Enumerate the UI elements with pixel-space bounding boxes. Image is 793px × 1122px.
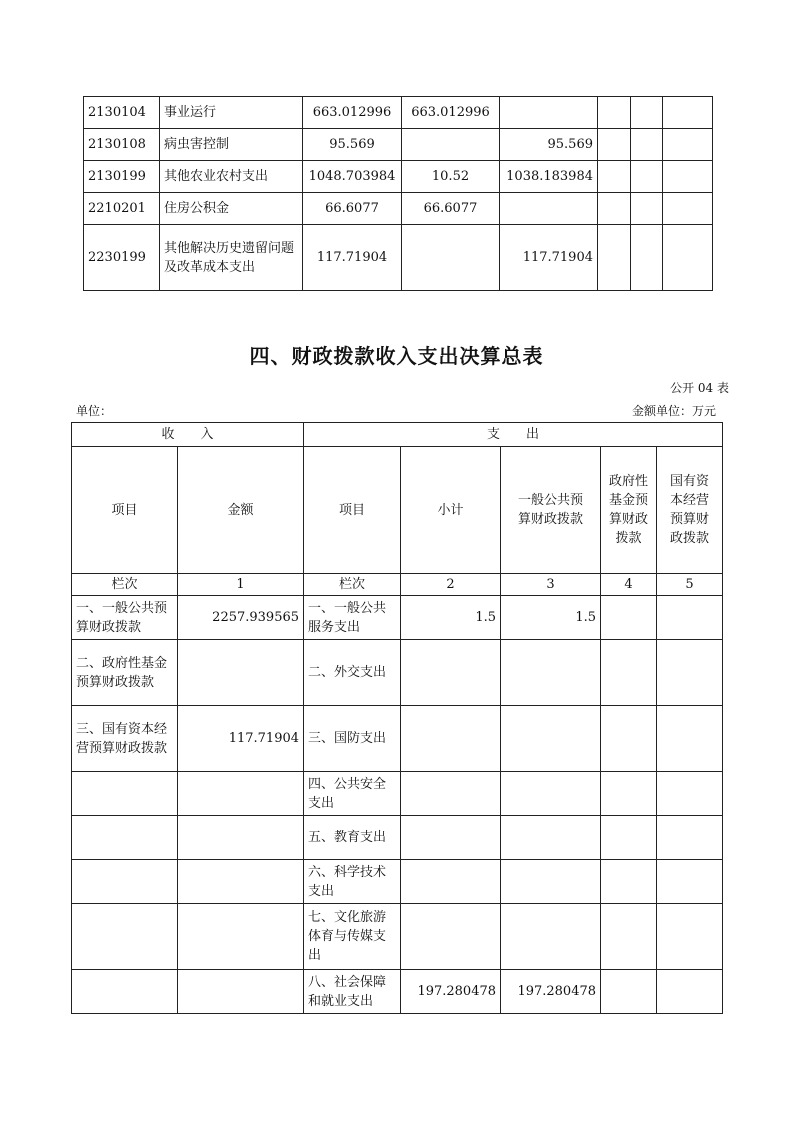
income-amount-cell xyxy=(178,860,304,904)
fiscal-summary-table xyxy=(71,422,723,1014)
amount-unit-label: 金额单位：万元 xyxy=(631,404,716,418)
table-row xyxy=(84,129,713,161)
expense-item-cell: 四、公共安全支出 xyxy=(304,772,401,816)
account-code-cell: 2230199 xyxy=(84,225,160,291)
table-row xyxy=(72,970,723,1014)
income-amount-cell xyxy=(178,816,304,860)
state-capital-cell xyxy=(657,772,723,816)
state-capital-cell xyxy=(657,640,723,706)
income-item-cell: 一、一般公共预算财政拨款 xyxy=(72,596,178,640)
account-name-cell: 病虫害控制 xyxy=(160,129,303,161)
table-row xyxy=(84,161,713,193)
amount-cell: 117.71904 xyxy=(500,225,598,291)
amount-cell: 10.52 xyxy=(402,161,500,193)
amount-cell xyxy=(663,129,713,161)
subtotal-cell xyxy=(401,772,501,816)
table-row xyxy=(72,860,723,904)
general-budget-cell xyxy=(501,904,601,970)
amount-cell: 66.6077 xyxy=(402,193,500,225)
amount-cell xyxy=(598,225,631,291)
expense-item-cell: 八、社会保障和就业支出 xyxy=(304,970,401,1014)
expense-item-cell: 六、科学技术支出 xyxy=(304,860,401,904)
general-budget-cell xyxy=(501,706,601,772)
table-row xyxy=(84,97,713,129)
seq-cell: 5 xyxy=(657,574,723,596)
amount-cell xyxy=(631,225,663,291)
income-amount-cell: 2257.939565 xyxy=(178,596,304,640)
col-header-income-amount: 金额 xyxy=(178,447,304,574)
account-name-cell: 其他解决历史遗留问题及改革成本支出 xyxy=(160,225,303,291)
income-amount-cell xyxy=(178,772,304,816)
expense-header: 支 出 xyxy=(304,423,723,447)
amount-cell: 663.012996 xyxy=(303,97,402,129)
col-header-subtotal: 小计 xyxy=(401,447,501,574)
account-code-cell: 2130104 xyxy=(84,97,160,129)
col-header-gov-fund: 政府性基金预算财政拨款 xyxy=(601,447,657,574)
expense-item-cell: 五、教育支出 xyxy=(304,816,401,860)
income-amount-cell xyxy=(178,904,304,970)
income-item-cell xyxy=(72,904,178,970)
col-header-income-item: 项目 xyxy=(72,447,178,574)
income-amount-cell xyxy=(178,640,304,706)
account-code-cell: 2210201 xyxy=(84,193,160,225)
expense-item-cell: 二、外交支出 xyxy=(304,640,401,706)
amount-cell xyxy=(402,129,500,161)
col-header-expense-item: 项目 xyxy=(304,447,401,574)
income-item-cell: 二、政府性基金预算财政拨款 xyxy=(72,640,178,706)
general-budget-cell xyxy=(501,860,601,904)
seq-cell: 3 xyxy=(501,574,601,596)
amount-cell xyxy=(631,129,663,161)
gov-fund-cell xyxy=(601,816,657,860)
table-row xyxy=(72,640,723,706)
table-row xyxy=(72,772,723,816)
gov-fund-cell xyxy=(601,860,657,904)
seq-cell: 栏次 xyxy=(304,574,401,596)
amount-cell: 1048.703984 xyxy=(303,161,402,193)
top-expense-table xyxy=(83,96,713,291)
income-header: 收 入 xyxy=(72,423,304,447)
subtotal-cell xyxy=(401,706,501,772)
gov-fund-cell xyxy=(601,772,657,816)
subtotal-cell xyxy=(401,860,501,904)
state-capital-cell xyxy=(657,706,723,772)
gov-fund-cell xyxy=(601,640,657,706)
expense-item-cell: 三、国防支出 xyxy=(304,706,401,772)
amount-cell xyxy=(631,97,663,129)
amount-cell xyxy=(598,129,631,161)
amount-cell xyxy=(631,161,663,193)
income-amount-cell xyxy=(178,970,304,1014)
general-budget-cell: 1.5 xyxy=(501,596,601,640)
expense-item-cell: 一、一般公共服务支出 xyxy=(304,596,401,640)
income-item-cell xyxy=(72,816,178,860)
table-row xyxy=(72,596,723,640)
account-code-cell: 2130199 xyxy=(84,161,160,193)
gov-fund-cell xyxy=(601,904,657,970)
table-row xyxy=(72,706,723,772)
amount-cell xyxy=(663,193,713,225)
col-header-state-capital: 国有资本经营预算财政拨款 xyxy=(657,447,723,574)
amount-cell: 95.569 xyxy=(500,129,598,161)
gov-fund-cell xyxy=(601,970,657,1014)
income-amount-cell: 117.71904 xyxy=(178,706,304,772)
seq-row xyxy=(72,574,723,596)
seq-cell: 1 xyxy=(178,574,304,596)
amount-cell xyxy=(598,97,631,129)
amount-cell xyxy=(500,97,598,129)
amount-cell xyxy=(663,225,713,291)
state-capital-cell xyxy=(657,596,723,640)
state-capital-cell xyxy=(657,970,723,1014)
income-item-cell xyxy=(72,860,178,904)
amount-cell xyxy=(598,193,631,225)
col-header-general-budget: 一般公共预算财政拨款 xyxy=(501,447,601,574)
seq-cell: 栏次 xyxy=(72,574,178,596)
gov-fund-cell xyxy=(601,596,657,640)
general-budget-cell: 197.280478 xyxy=(501,970,601,1014)
form-number: 公开 04 表 xyxy=(670,381,729,395)
amount-cell xyxy=(663,97,713,129)
subtotal-cell xyxy=(401,816,501,860)
account-name-cell: 住房公积金 xyxy=(160,193,303,225)
amount-cell xyxy=(500,193,598,225)
subtotal-cell xyxy=(401,640,501,706)
general-budget-cell xyxy=(501,816,601,860)
income-item-cell: 三、国有资本经营预算财政拨款 xyxy=(72,706,178,772)
general-budget-cell xyxy=(501,772,601,816)
seq-cell: 4 xyxy=(601,574,657,596)
amount-cell xyxy=(663,161,713,193)
table-row xyxy=(84,193,713,225)
income-item-cell xyxy=(72,772,178,816)
subtotal-cell xyxy=(401,904,501,970)
amount-cell: 1038.183984 xyxy=(500,161,598,193)
gov-fund-cell xyxy=(601,706,657,772)
subtotal-cell: 197.280478 xyxy=(401,970,501,1014)
general-budget-cell xyxy=(501,640,601,706)
table-row xyxy=(72,816,723,860)
section-title: 四、财政拨款收入支出决算总表 xyxy=(249,344,544,368)
amount-cell: 117.71904 xyxy=(303,225,402,291)
amount-cell xyxy=(598,161,631,193)
amount-cell: 663.012996 xyxy=(402,97,500,129)
account-name-cell: 事业运行 xyxy=(160,97,303,129)
table-row xyxy=(84,225,713,291)
account-code-cell: 2130108 xyxy=(84,129,160,161)
account-name-cell: 其他农业农村支出 xyxy=(160,161,303,193)
income-item-cell xyxy=(72,970,178,1014)
state-capital-cell xyxy=(657,816,723,860)
unit-label: 单位： xyxy=(76,404,113,418)
seq-cell: 2 xyxy=(401,574,501,596)
expense-item-cell: 七、文化旅游体育与传媒支出 xyxy=(304,904,401,970)
amount-cell xyxy=(631,193,663,225)
amount-cell: 66.6077 xyxy=(303,193,402,225)
table-row xyxy=(72,904,723,970)
state-capital-cell xyxy=(657,860,723,904)
subtotal-cell: 1.5 xyxy=(401,596,501,640)
amount-cell: 95.569 xyxy=(303,129,402,161)
state-capital-cell xyxy=(657,904,723,970)
amount-cell xyxy=(402,225,500,291)
